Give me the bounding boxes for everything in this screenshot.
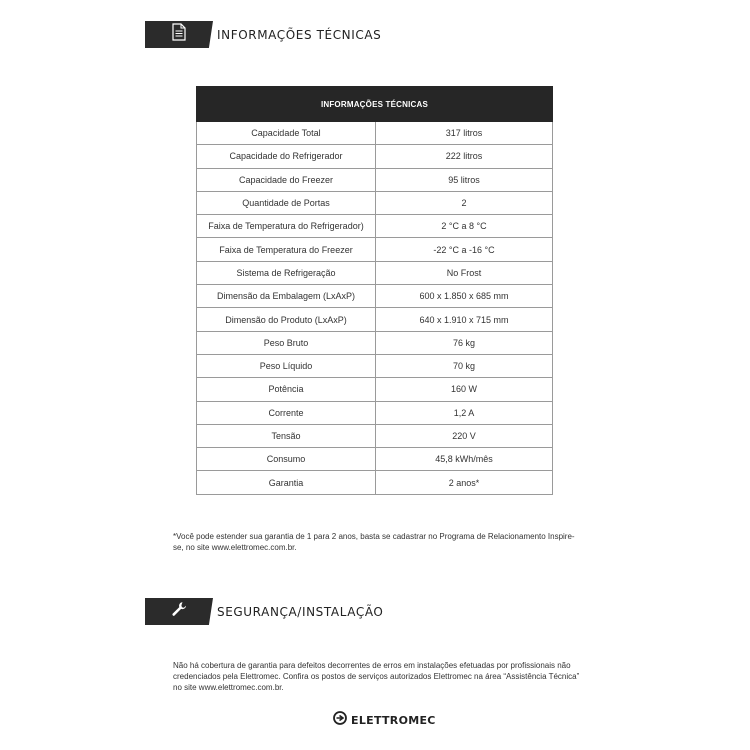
spec-value: 2 anos* xyxy=(376,471,553,494)
spec-label: Dimensão da Embalagem (LxAxP) xyxy=(197,285,376,308)
table-row xyxy=(197,331,553,354)
spec-label: Capacidade do Refrigerador xyxy=(197,145,376,168)
section-tab xyxy=(145,21,213,48)
spec-value: 45,8 kWh/mês xyxy=(376,448,553,471)
installation-warranty-text: Não há cobertura de garantia para defeitos decorrentes de erros em instalações efetuadas por profissionais não credenciados pela Elettromec. Confira os postos de serviços autorizados Elettromec na área “Assistência Técnica” no site www.elettromec.com.br. xyxy=(173,661,580,692)
spec-value: -22 °C a -16 °C xyxy=(376,238,553,261)
elettromec-logo-icon xyxy=(333,711,347,730)
spec-label: Consumo xyxy=(197,448,376,471)
section-title: SEGURANÇA/INSTALAÇÃO xyxy=(217,604,384,619)
spec-value: 76 kg xyxy=(376,331,553,354)
table-row xyxy=(197,191,553,214)
spec-value: 1,2 A xyxy=(376,401,553,424)
spec-value: 2 xyxy=(376,191,553,214)
spec-value: 317 litros xyxy=(376,122,553,145)
table-row xyxy=(197,145,553,168)
warranty-footnote: *Você pode estender sua garantia de 1 para 2 anos, basta se cadastrar no Programa de Relacionamento Inspire-se, no site www.elettromec.com.br. xyxy=(173,532,575,552)
spec-value: 2 °C a 8 °C xyxy=(376,215,553,238)
spec-label: Potência xyxy=(197,378,376,401)
section-title: INFORMAÇÕES TÉCNICAS xyxy=(217,27,382,42)
table-row xyxy=(197,354,553,377)
spec-label: Peso Bruto xyxy=(197,331,376,354)
spec-label: Peso Líquido xyxy=(197,354,376,377)
section-header-informacoes xyxy=(145,21,381,48)
table-row xyxy=(197,168,553,191)
table-row xyxy=(197,448,553,471)
table-row xyxy=(197,285,553,308)
spec-label: Sistema de Refrigeração xyxy=(197,261,376,284)
brand-logo xyxy=(333,711,436,730)
spec-label: Tensão xyxy=(197,424,376,447)
spec-table xyxy=(196,86,553,495)
spec-value: 70 kg xyxy=(376,354,553,377)
spec-value: 160 W xyxy=(376,378,553,401)
table-row xyxy=(197,122,553,145)
table-row xyxy=(197,401,553,424)
table-header-row xyxy=(197,87,553,122)
section-tab xyxy=(145,598,213,625)
brand-wordmark: ELETTROMEC xyxy=(351,714,436,727)
spec-label: Faixa de Temperatura do Freezer xyxy=(197,238,376,261)
spec-label: Garantia xyxy=(197,471,376,494)
wrench-icon xyxy=(171,601,187,622)
spec-label: Corrente xyxy=(197,401,376,424)
table-header: INFORMAÇÕES TÉCNICAS xyxy=(197,87,553,122)
table-row xyxy=(197,471,553,494)
table-row xyxy=(197,424,553,447)
spec-label: Faixa de Temperatura do Refrigerador) xyxy=(197,215,376,238)
table-row xyxy=(197,378,553,401)
spec-label: Capacidade do Freezer xyxy=(197,168,376,191)
spec-label: Capacidade Total xyxy=(197,122,376,145)
document-icon xyxy=(172,23,186,46)
table-row xyxy=(197,215,553,238)
spec-value: No Frost xyxy=(376,261,553,284)
table-row xyxy=(197,308,553,331)
spec-value: 640 x 1.910 x 715 mm xyxy=(376,308,553,331)
table-row xyxy=(197,238,553,261)
spec-label: Quantidade de Portas xyxy=(197,191,376,214)
table-row xyxy=(197,261,553,284)
spec-value: 95 litros xyxy=(376,168,553,191)
spec-value: 220 V xyxy=(376,424,553,447)
section-header-seguranca xyxy=(145,598,383,625)
spec-value: 600 x 1.850 x 685 mm xyxy=(376,285,553,308)
spec-value: 222 litros xyxy=(376,145,553,168)
spec-label: Dimensão do Produto (LxAxP) xyxy=(197,308,376,331)
